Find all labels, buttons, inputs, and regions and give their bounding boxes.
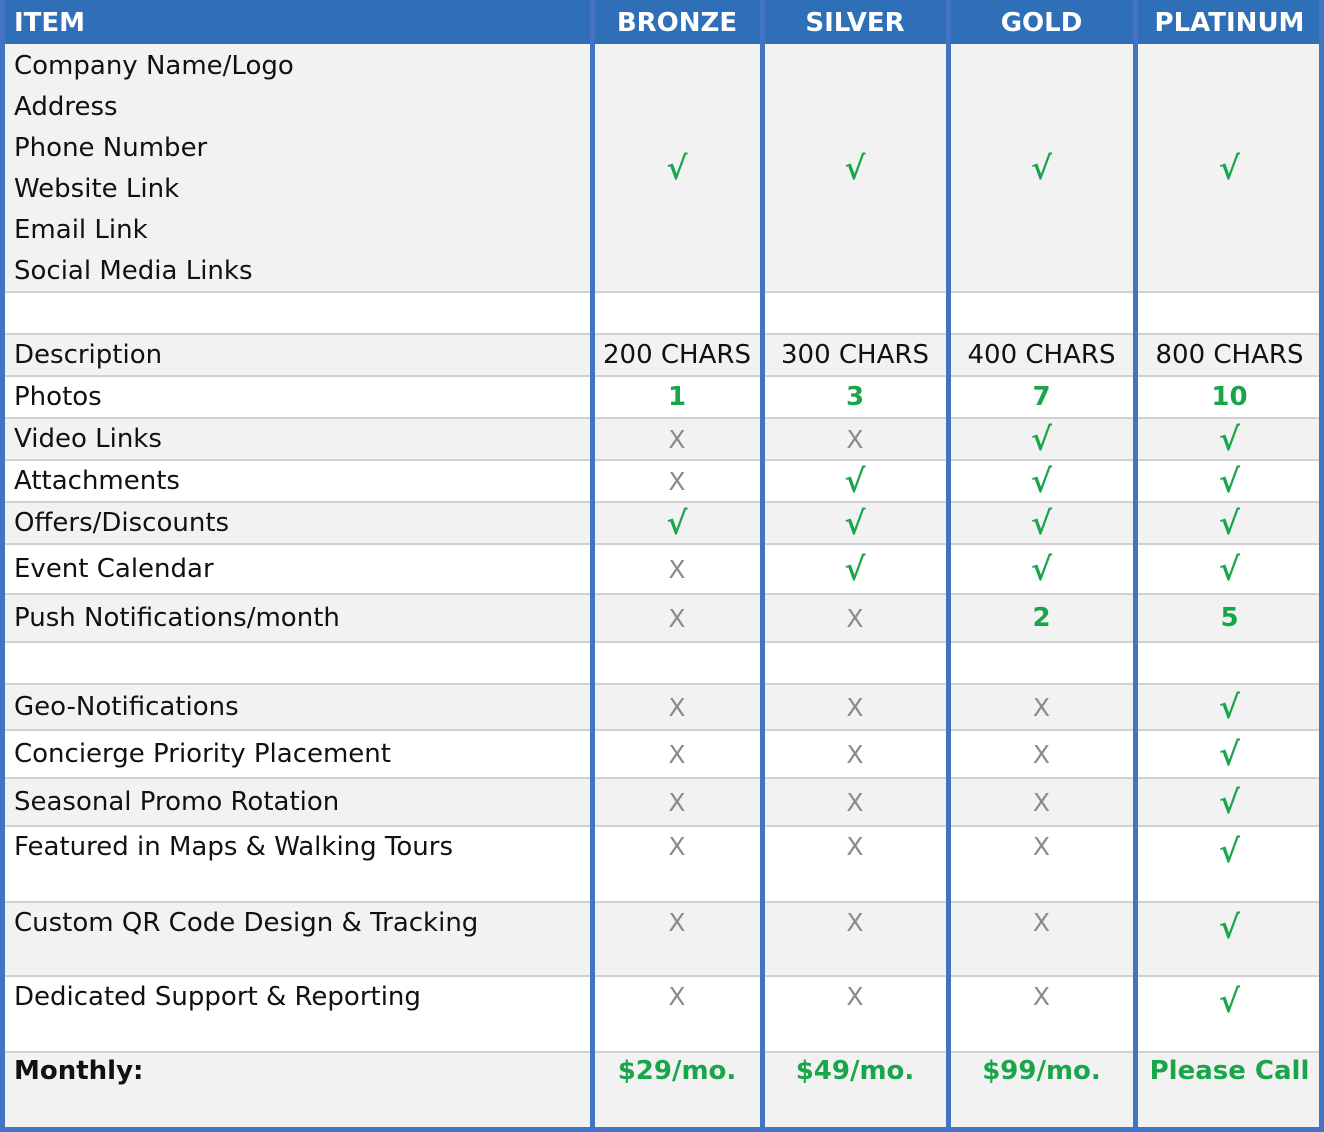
video-links-check-icon: √ bbox=[1218, 420, 1241, 458]
video-links-cross-icon: X bbox=[846, 424, 864, 454]
cell-concierge-priority-placement-bronze bbox=[592, 730, 762, 778]
cell-attachments-platinum bbox=[1135, 460, 1324, 502]
feature-label-concierge-priority-placement: Concierge Priority Placement bbox=[14, 739, 391, 769]
price-silver bbox=[762, 1052, 948, 1132]
video-links-check-icon: √ bbox=[1030, 420, 1053, 458]
column-border bbox=[590, 0, 595, 1132]
cell-seasonal-promo-rotation-silver bbox=[762, 778, 948, 826]
cell-photos-silver bbox=[762, 376, 948, 418]
basic-feature-label: Address bbox=[14, 92, 118, 122]
basic-features-list bbox=[14, 46, 294, 292]
custom-qr-code-design-tracking-cross-icon: X bbox=[846, 908, 864, 937]
cell-event-calendar-gold bbox=[948, 544, 1135, 594]
cell-photos-platinum bbox=[1135, 376, 1324, 418]
price-value: $29/mo. bbox=[617, 1056, 737, 1086]
concierge-priority-placement-check-icon: √ bbox=[1218, 735, 1241, 773]
cell-concierge-priority-placement-platinum bbox=[1135, 730, 1324, 778]
event-calendar-check-icon: √ bbox=[1030, 550, 1053, 588]
custom-qr-code-design-tracking-cross-icon: X bbox=[668, 908, 686, 937]
attachments-cross-icon: X bbox=[668, 466, 686, 496]
basic-check-icon: √ bbox=[666, 149, 688, 187]
cell-push-notifications-month-gold bbox=[948, 594, 1135, 642]
photos-value: 10 bbox=[1211, 382, 1248, 412]
feature-label-seasonal-promo-rotation: Seasonal Promo Rotation bbox=[14, 787, 340, 817]
seasonal-promo-rotation-cross-icon: X bbox=[846, 787, 864, 817]
cell-custom-qr-code-design-tracking-gold bbox=[948, 902, 1135, 976]
header-tier-bronze: BRONZE bbox=[616, 8, 738, 38]
custom-qr-code-design-tracking-cross-icon: X bbox=[1032, 908, 1051, 937]
cell-push-notifications-month-silver bbox=[762, 594, 948, 642]
cell-seasonal-promo-rotation-platinum bbox=[1135, 778, 1324, 826]
cell-dedicated-support-reporting-bronze bbox=[592, 976, 762, 1052]
basic-feature-label: Website Link bbox=[14, 174, 180, 204]
cell-featured-in-maps-walking-tours-silver bbox=[762, 826, 948, 902]
header-tier-platinum: PLATINUM bbox=[1154, 8, 1305, 38]
push-notifications-month-value: 2 bbox=[1032, 603, 1051, 633]
cell-dedicated-support-reporting-silver bbox=[762, 976, 948, 1052]
price-value: $49/mo. bbox=[795, 1056, 915, 1086]
geo-notifications-cross-icon: X bbox=[1032, 692, 1051, 722]
offers-discounts-check-icon: √ bbox=[844, 504, 866, 542]
price-platinum bbox=[1135, 1052, 1324, 1132]
cell-dedicated-support-reporting-gold bbox=[948, 976, 1135, 1052]
cell-featured-in-maps-walking-tours-gold bbox=[948, 826, 1135, 902]
cell-description-gold bbox=[948, 334, 1135, 376]
cell-event-calendar-bronze bbox=[592, 544, 762, 594]
description-value: 200 CHARS bbox=[603, 340, 751, 370]
cell-concierge-priority-placement-silver bbox=[762, 730, 948, 778]
price-gold bbox=[948, 1052, 1135, 1132]
feature-label-offers-discounts: Offers/Discounts bbox=[14, 508, 230, 538]
cell-geo-notifications-platinum bbox=[1135, 684, 1324, 730]
description-value: 400 CHARS bbox=[967, 340, 1116, 370]
feature-label-dedicated-support-reporting: Dedicated Support & Reporting bbox=[14, 982, 421, 1012]
cell-video-links-gold bbox=[948, 418, 1135, 460]
cell-photos-bronze bbox=[592, 376, 762, 418]
geo-notifications-check-icon: √ bbox=[1218, 688, 1241, 726]
dedicated-support-reporting-check-icon: √ bbox=[1218, 982, 1241, 1020]
geo-notifications-cross-icon: X bbox=[846, 692, 864, 722]
feature-label-push-notifications-month: Push Notifications/month bbox=[14, 603, 340, 633]
table-header bbox=[0, 0, 1324, 44]
featured-in-maps-walking-tours-cross-icon: X bbox=[1032, 832, 1051, 861]
cell-custom-qr-code-design-tracking-silver bbox=[762, 902, 948, 976]
column-border bbox=[1319, 0, 1324, 1132]
geo-notifications-cross-icon: X bbox=[668, 692, 686, 722]
cell-dedicated-support-reporting-platinum bbox=[1135, 976, 1324, 1052]
description-value: 800 CHARS bbox=[1155, 340, 1304, 370]
column-border bbox=[0, 0, 5, 1132]
featured-in-maps-walking-tours-check-icon: √ bbox=[1218, 832, 1241, 870]
cell-attachments-gold bbox=[948, 460, 1135, 502]
seasonal-promo-rotation-cross-icon: X bbox=[668, 787, 686, 817]
header-item: ITEM bbox=[14, 8, 86, 38]
seasonal-promo-rotation-check-icon: √ bbox=[1218, 783, 1241, 821]
basic-features-gold bbox=[948, 44, 1135, 292]
cell-offers-discounts-silver bbox=[762, 502, 948, 544]
price-bronze bbox=[592, 1052, 762, 1132]
monthly-label: Monthly: bbox=[14, 1056, 144, 1086]
feature-label-video-links: Video Links bbox=[14, 424, 162, 454]
column-border bbox=[946, 0, 951, 1132]
feature-label-geo-notifications: Geo-Notifications bbox=[14, 692, 239, 722]
cell-custom-qr-code-design-tracking-bronze bbox=[592, 902, 762, 976]
dedicated-support-reporting-cross-icon: X bbox=[846, 982, 864, 1011]
featured-in-maps-walking-tours-cross-icon: X bbox=[846, 832, 864, 861]
photos-value: 3 bbox=[845, 382, 865, 412]
cell-attachments-bronze bbox=[592, 460, 762, 502]
table-bottom-border bbox=[0, 1127, 1324, 1132]
cell-video-links-silver bbox=[762, 418, 948, 460]
cell-geo-notifications-bronze bbox=[592, 684, 762, 730]
cell-concierge-priority-placement-gold bbox=[948, 730, 1135, 778]
offers-discounts-check-icon: √ bbox=[1030, 504, 1053, 542]
push-notifications-month-cross-icon: X bbox=[668, 603, 686, 633]
video-links-cross-icon: X bbox=[668, 424, 686, 454]
cell-event-calendar-silver bbox=[762, 544, 948, 594]
basic-feature-label: Phone Number bbox=[14, 133, 208, 163]
attachments-check-icon: √ bbox=[844, 462, 866, 500]
feature-label-custom-qr-code-design-tracking: Custom QR Code Design & Tracking bbox=[14, 908, 479, 938]
cell-geo-notifications-silver bbox=[762, 684, 948, 730]
concierge-priority-placement-cross-icon: X bbox=[846, 739, 864, 769]
feature-label-description: Description bbox=[14, 340, 163, 370]
header-tier-silver: SILVER bbox=[805, 8, 905, 38]
cell-geo-notifications-gold bbox=[948, 684, 1135, 730]
cell-seasonal-promo-rotation-bronze bbox=[592, 778, 762, 826]
attachments-check-icon: √ bbox=[1218, 462, 1241, 500]
cell-event-calendar-platinum bbox=[1135, 544, 1324, 594]
attachments-check-icon: √ bbox=[1030, 462, 1053, 500]
cell-offers-discounts-platinum bbox=[1135, 502, 1324, 544]
event-calendar-check-icon: √ bbox=[844, 550, 866, 588]
feature-label-photos: Photos bbox=[14, 382, 102, 412]
concierge-priority-placement-cross-icon: X bbox=[1032, 739, 1051, 769]
cell-description-silver bbox=[762, 334, 948, 376]
price-value: Please Call bbox=[1149, 1056, 1310, 1086]
description-value: 300 CHARS bbox=[781, 340, 929, 370]
push-notifications-month-cross-icon: X bbox=[846, 603, 864, 633]
row-background bbox=[0, 292, 1324, 334]
cell-video-links-platinum bbox=[1135, 418, 1324, 460]
dedicated-support-reporting-cross-icon: X bbox=[668, 982, 686, 1011]
cell-push-notifications-month-bronze bbox=[592, 594, 762, 642]
cell-custom-qr-code-design-tracking-platinum bbox=[1135, 902, 1324, 976]
cell-featured-in-maps-walking-tours-bronze bbox=[592, 826, 762, 902]
cell-offers-discounts-gold bbox=[948, 502, 1135, 544]
cell-featured-in-maps-walking-tours-platinum bbox=[1135, 826, 1324, 902]
seasonal-promo-rotation-cross-icon: X bbox=[1032, 787, 1051, 817]
header-tier-gold: GOLD bbox=[1000, 8, 1083, 38]
cell-description-platinum bbox=[1135, 334, 1324, 376]
cell-video-links-bronze bbox=[592, 418, 762, 460]
offers-discounts-check-icon: √ bbox=[1218, 504, 1241, 542]
basic-check-icon: √ bbox=[1218, 149, 1241, 187]
cell-seasonal-promo-rotation-gold bbox=[948, 778, 1135, 826]
column-border bbox=[760, 0, 765, 1132]
event-calendar-check-icon: √ bbox=[1218, 550, 1241, 588]
cell-photos-gold bbox=[948, 376, 1135, 418]
push-notifications-month-value: 5 bbox=[1220, 603, 1239, 633]
basic-feature-label: Social Media Links bbox=[14, 256, 253, 286]
cell-push-notifications-month-platinum bbox=[1135, 594, 1324, 642]
feature-label-event-calendar: Event Calendar bbox=[14, 554, 214, 584]
cell-attachments-silver bbox=[762, 460, 948, 502]
row-background bbox=[0, 642, 1324, 684]
basic-features-bronze bbox=[592, 44, 762, 292]
event-calendar-cross-icon: X bbox=[668, 554, 686, 584]
basic-features-silver bbox=[762, 44, 948, 292]
basic-feature-label: Email Link bbox=[14, 215, 148, 245]
basic-features-platinum bbox=[1135, 44, 1324, 292]
feature-label-attachments: Attachments bbox=[14, 466, 180, 496]
price-value: $99/mo. bbox=[982, 1056, 1101, 1086]
basic-check-icon: √ bbox=[844, 149, 866, 187]
photos-value: 1 bbox=[667, 382, 687, 412]
offers-discounts-check-icon: √ bbox=[666, 504, 688, 542]
feature-label-featured-in-maps-walking-tours: Featured in Maps & Walking Tours bbox=[14, 832, 454, 862]
cell-offers-discounts-bronze bbox=[592, 502, 762, 544]
custom-qr-code-design-tracking-check-icon: √ bbox=[1218, 908, 1241, 946]
cell-description-bronze bbox=[592, 334, 762, 376]
dedicated-support-reporting-cross-icon: X bbox=[1032, 982, 1051, 1011]
column-border bbox=[1133, 0, 1138, 1132]
basic-feature-label: Company Name/Logo bbox=[14, 51, 294, 81]
photos-value: 7 bbox=[1032, 382, 1051, 412]
featured-in-maps-walking-tours-cross-icon: X bbox=[668, 832, 686, 861]
concierge-priority-placement-cross-icon: X bbox=[668, 739, 686, 769]
basic-check-icon: √ bbox=[1030, 149, 1053, 187]
